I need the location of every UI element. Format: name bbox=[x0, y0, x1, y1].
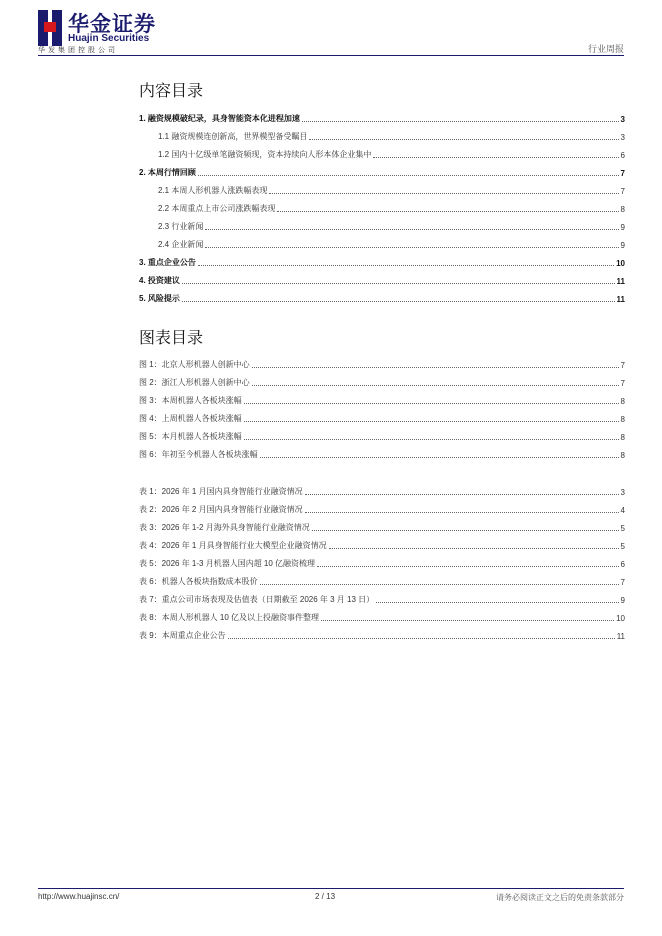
table-entry-page: 11 bbox=[616, 632, 625, 641]
dot-leader bbox=[317, 566, 619, 567]
dot-leader bbox=[376, 602, 618, 603]
dot-leader bbox=[228, 638, 615, 639]
toc-entry-label: 4. 投资建议 bbox=[139, 276, 180, 285]
dot-leader bbox=[198, 175, 619, 176]
toc-entry-label: 2.4 企业新闻 bbox=[158, 240, 204, 249]
toc-entry-page: 3 bbox=[620, 133, 625, 142]
logo-subtitle: 华发集团控股公司 bbox=[38, 47, 118, 54]
table-entry[interactable] bbox=[139, 533, 625, 551]
toc-entry-page: 11 bbox=[616, 277, 625, 286]
table-entry[interactable] bbox=[139, 551, 625, 569]
table-entry[interactable] bbox=[139, 479, 625, 497]
dot-leader bbox=[269, 193, 618, 194]
table-entry-label: 表 2：2026 年 2 月国内具身智能行业融资情况 bbox=[139, 505, 303, 514]
dot-leader bbox=[312, 530, 619, 531]
table-entry-label: 表 6：机器人各板块指数成本股价 bbox=[139, 577, 258, 586]
logo-chinese-name: 华金证券 bbox=[68, 13, 156, 36]
dot-leader bbox=[182, 301, 615, 302]
page-header bbox=[38, 8, 624, 56]
table-entry[interactable] bbox=[139, 605, 625, 623]
figure-entry[interactable] bbox=[139, 352, 625, 370]
footer-url[interactable]: http://www.huajinsc.cn/ bbox=[38, 892, 120, 901]
huajin-logo-icon bbox=[38, 10, 62, 46]
toc-entry[interactable] bbox=[139, 250, 625, 268]
toc-entry-page: 3 bbox=[620, 115, 625, 124]
dot-leader bbox=[205, 229, 618, 230]
dot-leader bbox=[305, 494, 619, 495]
figure-entry-page: 8 bbox=[620, 451, 625, 460]
figure-entry-page: 8 bbox=[620, 433, 625, 442]
toc-entry-label: 2.2 本周重点上市公司涨跌幅表现 bbox=[158, 204, 276, 213]
toc-entry-label: 3. 重点企业公告 bbox=[139, 258, 196, 267]
toc-entry-page: 10 bbox=[616, 259, 625, 268]
footer-page-number: 2 / 13 bbox=[315, 892, 336, 901]
table-entry-page: 5 bbox=[620, 542, 625, 551]
dot-leader bbox=[244, 403, 619, 404]
toc-entry-label: 5. 风险提示 bbox=[139, 294, 180, 303]
table-entry-page: 5 bbox=[620, 524, 625, 533]
table-entry-label: 表 7：重点公司市场表现及估值表（日期截至 2026 年 3 月 13 日） bbox=[139, 595, 375, 604]
toc-entry-label: 1. 融资规模破纪录，具身智能资本化进程加速 bbox=[139, 114, 300, 123]
figure-entry-label: 图 2：浙江人形机器人创新中心 bbox=[139, 378, 250, 387]
dot-leader bbox=[205, 247, 618, 248]
figure-entry-page: 8 bbox=[620, 397, 625, 406]
toc-entry-page: 7 bbox=[620, 187, 625, 196]
toc-entry[interactable] bbox=[139, 232, 625, 250]
figure-list bbox=[139, 352, 625, 460]
dot-leader bbox=[252, 385, 619, 386]
toc-entry-page: 6 bbox=[620, 151, 625, 160]
table-entry-page: 3 bbox=[620, 488, 625, 497]
dot-leader bbox=[321, 620, 614, 621]
toc-entry-label: 2. 本周行情回顾 bbox=[139, 168, 196, 177]
toc-entry[interactable] bbox=[139, 214, 625, 232]
toc-entry-page: 7 bbox=[620, 169, 625, 178]
toc-entry[interactable] bbox=[139, 124, 625, 142]
toc-entry-page: 9 bbox=[620, 223, 625, 232]
figure-entry-page: 7 bbox=[620, 379, 625, 388]
dot-leader bbox=[305, 512, 619, 513]
table-entry-label: 表 9：本周重点企业公告 bbox=[139, 631, 226, 640]
toc-entry-label: 2.3 行业新闻 bbox=[158, 222, 204, 231]
dot-leader bbox=[309, 139, 618, 140]
toc-title: 内容目录 bbox=[139, 83, 204, 100]
toc-entry[interactable] bbox=[139, 142, 625, 160]
dot-leader bbox=[302, 121, 619, 122]
dot-leader bbox=[244, 421, 619, 422]
table-entry-page: 7 bbox=[620, 578, 625, 587]
header-divider bbox=[38, 55, 624, 56]
toc-entry-page: 11 bbox=[616, 295, 625, 304]
table-list bbox=[139, 479, 625, 641]
table-entry-page: 9 bbox=[620, 596, 625, 605]
table-entry-label: 表 8：本周人形机器人 10 亿及以上投融资事件整理 bbox=[139, 613, 320, 622]
report-type: 行业周报 bbox=[587, 44, 624, 54]
figure-entry-label: 图 6：年初至今机器人各板块涨幅 bbox=[139, 450, 258, 459]
toc-entry[interactable] bbox=[139, 286, 625, 304]
toc-entry[interactable] bbox=[139, 160, 625, 178]
dot-leader bbox=[277, 211, 618, 212]
footer-divider bbox=[38, 888, 624, 889]
figure-entry[interactable] bbox=[139, 388, 625, 406]
figure-entry-label: 图 5：本月机器人各板块涨幅 bbox=[139, 432, 242, 441]
toc-entry[interactable] bbox=[139, 178, 625, 196]
toc-entry[interactable] bbox=[139, 268, 625, 286]
dot-leader bbox=[260, 457, 619, 458]
figure-entry-page: 8 bbox=[620, 415, 625, 424]
table-entry[interactable] bbox=[139, 569, 625, 587]
table-entry-page: 4 bbox=[620, 506, 625, 515]
table-entry-page: 10 bbox=[616, 614, 625, 623]
dot-leader bbox=[182, 283, 615, 284]
figure-entry[interactable] bbox=[139, 424, 625, 442]
figure-entry[interactable] bbox=[139, 406, 625, 424]
figure-entry[interactable] bbox=[139, 442, 625, 460]
footer-disclaimer: 请务必阅读正文之后的免责条款部分 bbox=[496, 893, 624, 902]
table-entry-label: 表 1：2026 年 1 月国内具身智能行业融资情况 bbox=[139, 487, 303, 496]
table-entry[interactable] bbox=[139, 623, 625, 641]
table-entry-label: 表 4：2026 年 1 月具身智能行业大模型企业融资情况 bbox=[139, 541, 327, 550]
toc-entry[interactable] bbox=[139, 196, 625, 214]
figures-title: 图表目录 bbox=[139, 330, 204, 347]
figure-entry-label: 图 3：本周机器人各板块涨幅 bbox=[139, 396, 242, 405]
dot-leader bbox=[198, 265, 614, 266]
toc-entry-page: 9 bbox=[620, 241, 625, 250]
figure-entry-label: 图 4：上周机器人各板块涨幅 bbox=[139, 414, 242, 423]
table-entry-label: 表 5：2026 年 1-3 月机器人国内超 10 亿融资梳理 bbox=[139, 559, 316, 568]
dot-leader bbox=[252, 367, 619, 368]
toc-list bbox=[139, 106, 625, 304]
figure-entry-label: 图 1：北京人形机器人创新中心 bbox=[139, 360, 250, 369]
toc-entry[interactable] bbox=[139, 106, 625, 124]
toc-entry-label: 1.1 融资规模连创新高，世界模型备受瞩目 bbox=[158, 132, 308, 141]
toc-entry-label: 2.1 本周人形机器人涨跌幅表现 bbox=[158, 186, 268, 195]
table-entry-label: 表 3：2026 年 1-2 月海外具身智能行业融资情况 bbox=[139, 523, 310, 532]
toc-entry-page: 8 bbox=[620, 205, 625, 214]
table-entry-page: 6 bbox=[620, 560, 625, 569]
dot-leader bbox=[260, 584, 619, 585]
dot-leader bbox=[373, 157, 618, 158]
toc-entry-label: 1.2 国内十亿级单笔融资频现，资本持续向人形本体企业集中 bbox=[158, 150, 372, 159]
table-entry[interactable] bbox=[139, 515, 625, 533]
table-entry[interactable] bbox=[139, 587, 625, 605]
table-entry[interactable] bbox=[139, 497, 625, 515]
logo-english-name: Huajin Securities bbox=[68, 33, 150, 44]
dot-leader bbox=[244, 439, 619, 440]
figure-entry-page: 7 bbox=[620, 361, 625, 370]
figure-entry[interactable] bbox=[139, 370, 625, 388]
dot-leader bbox=[329, 548, 619, 549]
